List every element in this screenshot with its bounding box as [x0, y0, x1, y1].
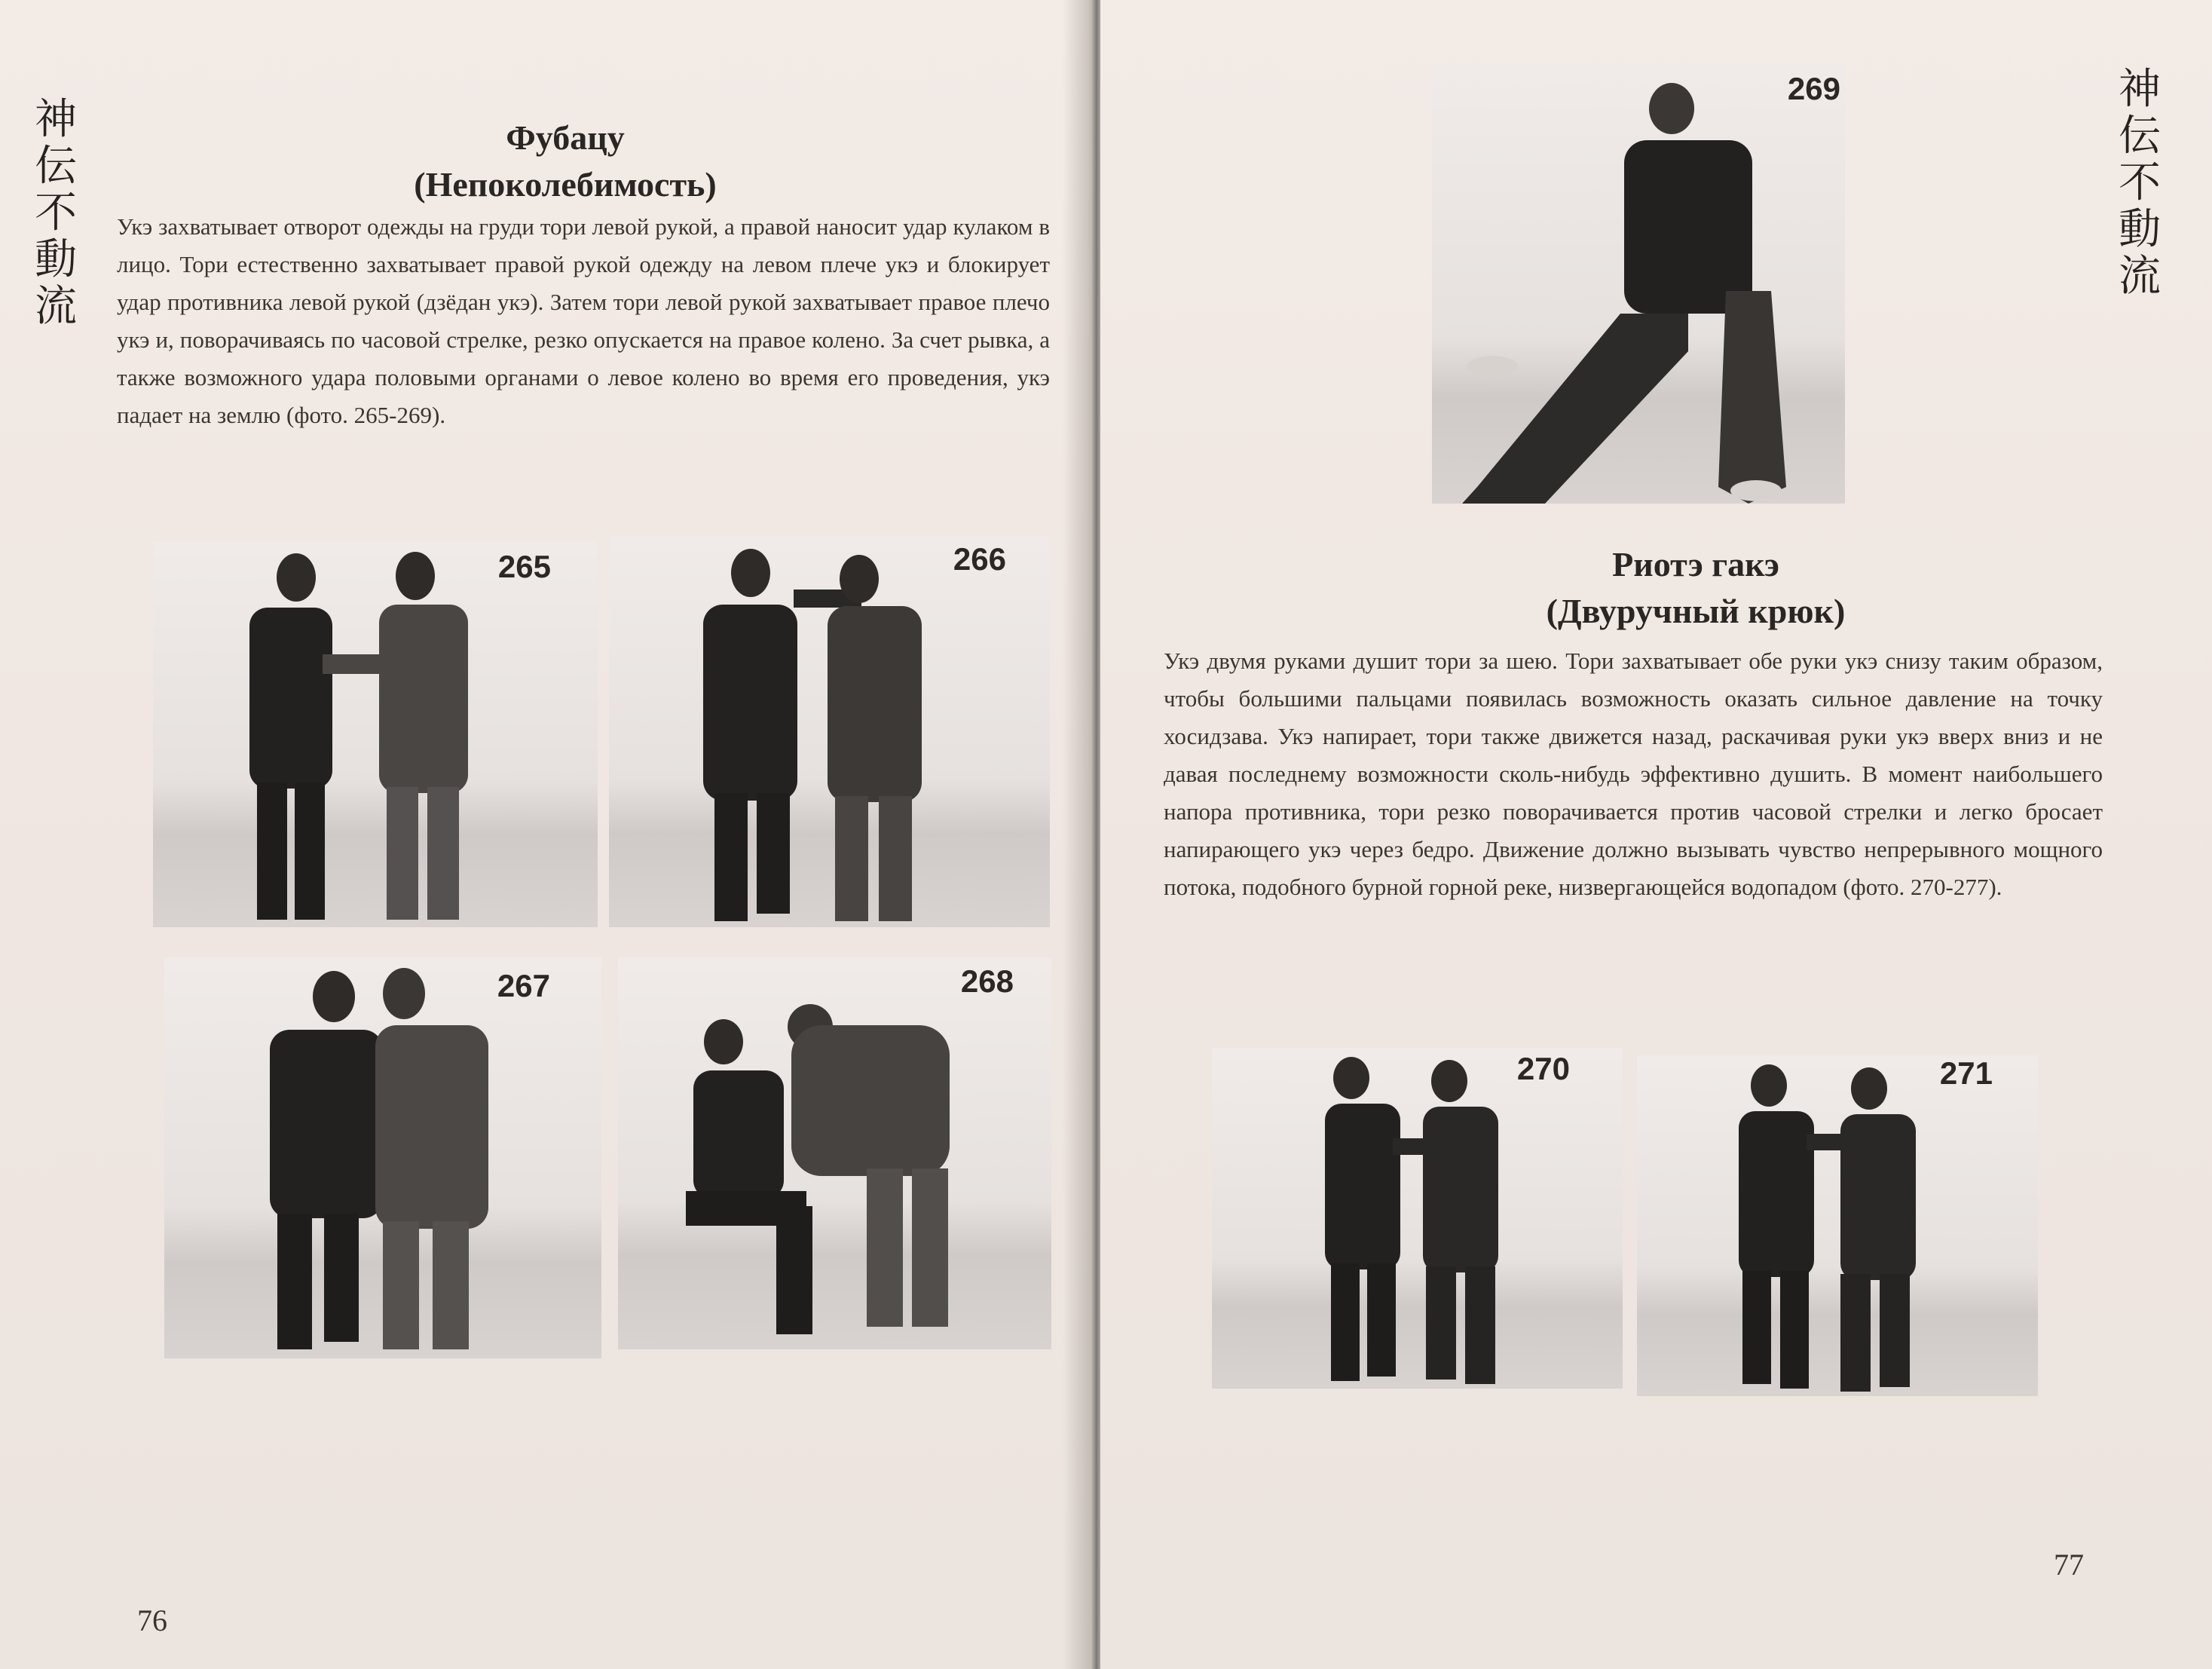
photo-figures	[153, 541, 598, 927]
photo-number: 271	[1939, 1055, 1993, 1091]
photo-figures	[1432, 65, 1845, 504]
section-heading	[226, 115, 904, 208]
page-number: 77	[2054, 1548, 2084, 1582]
kanji-char: 動	[35, 235, 77, 284]
photo-number: 270	[1516, 1051, 1570, 1086]
photo-265	[153, 541, 598, 927]
photo-number: 266	[953, 541, 1006, 577]
photo-number: 268	[960, 963, 1014, 999]
kanji-char: 流	[35, 282, 77, 331]
kanji-column-left	[29, 96, 83, 330]
body-paragraph: Укэ двумя руками душит тори за шею. Тори захватывает обе руки укэ снизу таким образом, чтобы большими пальцами появилась возможность оказать сильное давление на точку хосидзава. Укэ напирает, тори также движется назад, раскачивая руки укэ вверх вниз и не давая последнему возможности сколь-нибудь эффективно душить. В момент наибольшего напора противника, тори резко поворачивается против часовой стрелки и легко бросает напирающего укэ через бедро. Движение должно вызывать чувство непрерывного мощного потока, подобного бурной горной реке, низвергающейся водопадом (фото. 270-277).	[1164, 648, 2103, 900]
photo-270	[1212, 1048, 1623, 1389]
kanji-char: 神	[35, 95, 77, 144]
left-page	[0, 0, 1089, 1669]
photo-figures	[1637, 1055, 2038, 1396]
photo-figures	[164, 957, 601, 1358]
page-number: 76	[137, 1603, 167, 1637]
photo-figures	[1212, 1048, 1623, 1389]
photo-266	[609, 537, 1050, 927]
kanji-char: 伝	[2119, 112, 2161, 161]
photo-271	[1637, 1055, 2038, 1396]
heading-title: Фубацу	[506, 118, 625, 157]
photo-269	[1432, 65, 1845, 504]
section-heading	[1417, 541, 1975, 635]
heading-subtitle: (Двуручный крюк)	[1546, 592, 1846, 630]
photo-268	[618, 957, 1051, 1349]
kanji-char: 不	[35, 188, 77, 237]
right-page	[1100, 0, 2212, 1669]
photo-267	[164, 957, 601, 1358]
kanji-char: 伝	[35, 142, 77, 191]
kanji-column-right	[2113, 66, 2167, 300]
heading-title: Риотэ гакэ	[1612, 545, 1779, 583]
photo-figures	[618, 957, 1051, 1349]
photo-number: 267	[497, 968, 550, 1003]
photo-number: 265	[497, 549, 551, 584]
photo-figures	[609, 537, 1050, 927]
kanji-char: 神	[2119, 65, 2161, 114]
kanji-char: 不	[2119, 158, 2161, 207]
photo-number: 269	[1787, 71, 1840, 106]
body-paragraph: Укэ захватывает отворот одежды на груди тори левой рукой, а правой наносит удар кулаком в лицо. Тори естественно захватывает правой рукой одежду на левом плече укэ и блокирует удар противника левой рукой (дзёдан укэ). Затем тори левой рукой захватывает правое плечо укэ и, поворачиваясь по часовой стрелке, резко опускается на правое колено. За счет рывка, а также возможного удара половыми органами о левое колено во время его проведения, укэ падает на землю (фото. 265-269).	[117, 213, 1050, 428]
kanji-char: 流	[2119, 252, 2161, 301]
kanji-char: 動	[2119, 205, 2161, 254]
heading-subtitle: (Непоколебимость)	[414, 165, 717, 204]
